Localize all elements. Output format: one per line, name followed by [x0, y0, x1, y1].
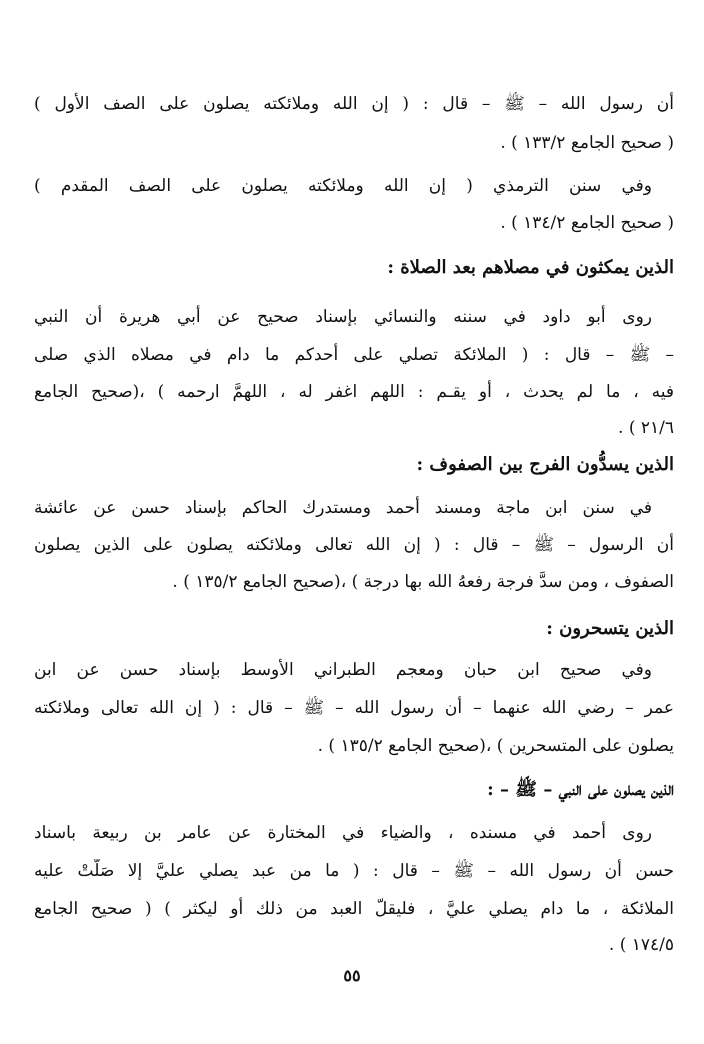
text-line: ٢١/٦ ) .: [618, 418, 674, 438]
section-heading: الذين يتسحرون :: [546, 618, 674, 639]
page-number: ٥٥: [343, 966, 361, 985]
text-line: في سنن ابن ماجة ومسند أحمد ومستدرك الحاكم بإسناد حسن عن عائشة: [34, 498, 652, 518]
text-line: أن رسول الله – ﷺ – قال : ( إن الله وملائكته يصلون على الصف الأول ): [34, 94, 674, 114]
text-line: روى أحمد في مسنده ، والضياء في المختارة عن عامر بن ربيعة باسناد: [34, 823, 652, 843]
section-heading: الذين يمكثون في مصلاهم بعد الصلاة :: [387, 257, 674, 278]
text-line: يصلون على المتسحرين ) ،(صحيح الجامع ١٣٥/٢ ) .: [317, 736, 674, 756]
section-heading: الذين يسدُّون الفرج بين الصفوف :: [416, 454, 674, 475]
text-line: ( صحيح الجامع ١٣٣/٢ ) .: [500, 133, 674, 153]
section-heading: الذين يصلون على النبي – ﷺ – :: [487, 779, 674, 800]
text-line: – ﷺ – قال : ( الملائكة تصلي على أحدكم ما دام في مصلاه الذي صلى: [34, 345, 674, 365]
text-line: ( صحيح الجامع ١٣٤/٢ ) .: [500, 213, 674, 233]
text-line: فيه ، ما لم يحدث ، أو يقـم : اللهم اغفر له ، اللهمَّ ارحمه ) ،(صحيح الجامع: [34, 382, 674, 402]
text-line: عمر – رضي الله عنهما – أن رسول الله – ﷺ – قال : ( إن الله تعالى وملائكته: [34, 698, 674, 718]
text-line: روى أبو داود في سننه والنسائي بإسناد صحيح عن أبي هريرة أن النبي: [34, 307, 652, 327]
text-line: حسن أن رسول الله – ﷺ – قال : ( ما من عبد يصلي عليَّ إلا صَلَّتْ عليه: [34, 861, 674, 881]
text-line: أن الرسول – ﷺ – قال : ( إن الله تعالى وملائكته يصلون على الذين يصلون: [34, 535, 674, 555]
text-line: وفي صحيح ابن حبان ومعجم الطبراني الأوسط بإسناد حسن عن ابن: [34, 660, 652, 680]
text-line: وفي سنن الترمذي ( إن الله وملائكته يصلون على الصف المقدم ): [34, 176, 652, 196]
text-line: الملائكة ، ما دام يصلي عليَّ ، فليقلّ العبد من ذلك أو ليكثر ) ( صحيح الجامع: [34, 899, 674, 919]
text-line: ١٧٤/٥ ) .: [608, 935, 674, 955]
text-line: الصفوف ، ومن سدَّ فرجة رفعهُ الله بها درجة ) ،(صحيح الجامع ١٣٥/٢ ) .: [172, 572, 674, 592]
